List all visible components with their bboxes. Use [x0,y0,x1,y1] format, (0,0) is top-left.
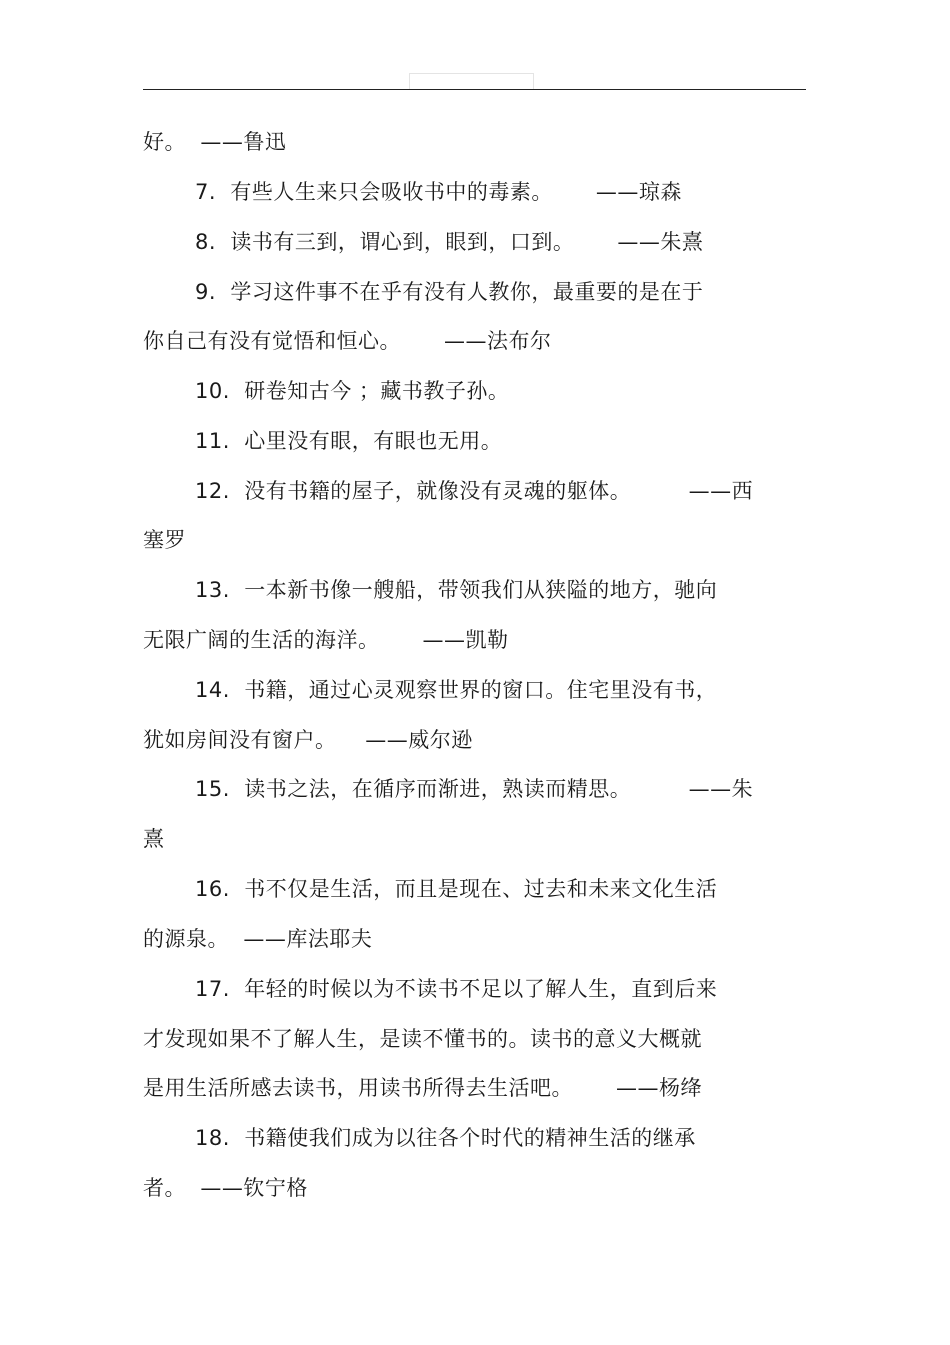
text-line: 12. 没有书籍的屋子，就像没有灵魂的躯体。 ——西 [195,479,754,503]
text-line: 11. 心里没有眼，有眼也无用。 [195,429,503,453]
text-line: 18. 书籍使我们成为以往各个时代的精神生活的继承 [195,1126,696,1150]
text-line: 才发现如果不了解人生，是读不懂书的。读书的意义大概就 [143,1027,702,1051]
text-line: 无限广阔的生活的海洋。 ——凯勒 [143,628,509,652]
text-line: 13. 一本新书像一艘船，带领我们从狭隘的地方，驰向 [195,578,718,602]
text-line: 是用生活所感去读书，用读书所得去生活吧。 ——杨绛 [143,1076,703,1100]
text-line: 16. 书不仅是生活，而且是现在、过去和未来文化生活 [195,877,718,901]
text-line: 你自己有没有觉悟和恒心。 ——法布尔 [143,329,552,353]
text-line: 7. 有些人生来只会吸收书中的毒素。 ——琼森 [195,180,682,204]
header-rule [143,89,806,90]
text-line: 8. 读书有三到，谓心到，眼到，口到。 ——朱熹 [195,230,704,254]
text-line: 15. 读书之法，在循序而渐进，熟读而精思。 ——朱 [195,777,754,801]
page-header-tab [409,73,534,89]
text-line: 9. 学习这件事不在乎有没有人教你，最重要的是在于 [195,280,704,304]
text-line: 10. 研卷知古今 ；藏书教子孙。 [195,379,510,403]
text-line: 14. 书籍，通过心灵观察世界的窗口。住宅里没有书， [195,678,718,702]
text-line: 塞罗 [143,528,186,552]
text-line: 好。 ——鲁迅 [143,130,287,154]
text-line: 犹如房间没有窗户。 ——威尔逊 [143,728,473,752]
text-line: 的源泉。 ——库法耶夫 [143,927,373,951]
text-line: 熹 [143,827,165,851]
text-line: 者。 ——钦宁格 [143,1176,308,1200]
text-line: 17. 年轻的时候以为不读书不足以了解人生，直到后来 [195,977,718,1001]
